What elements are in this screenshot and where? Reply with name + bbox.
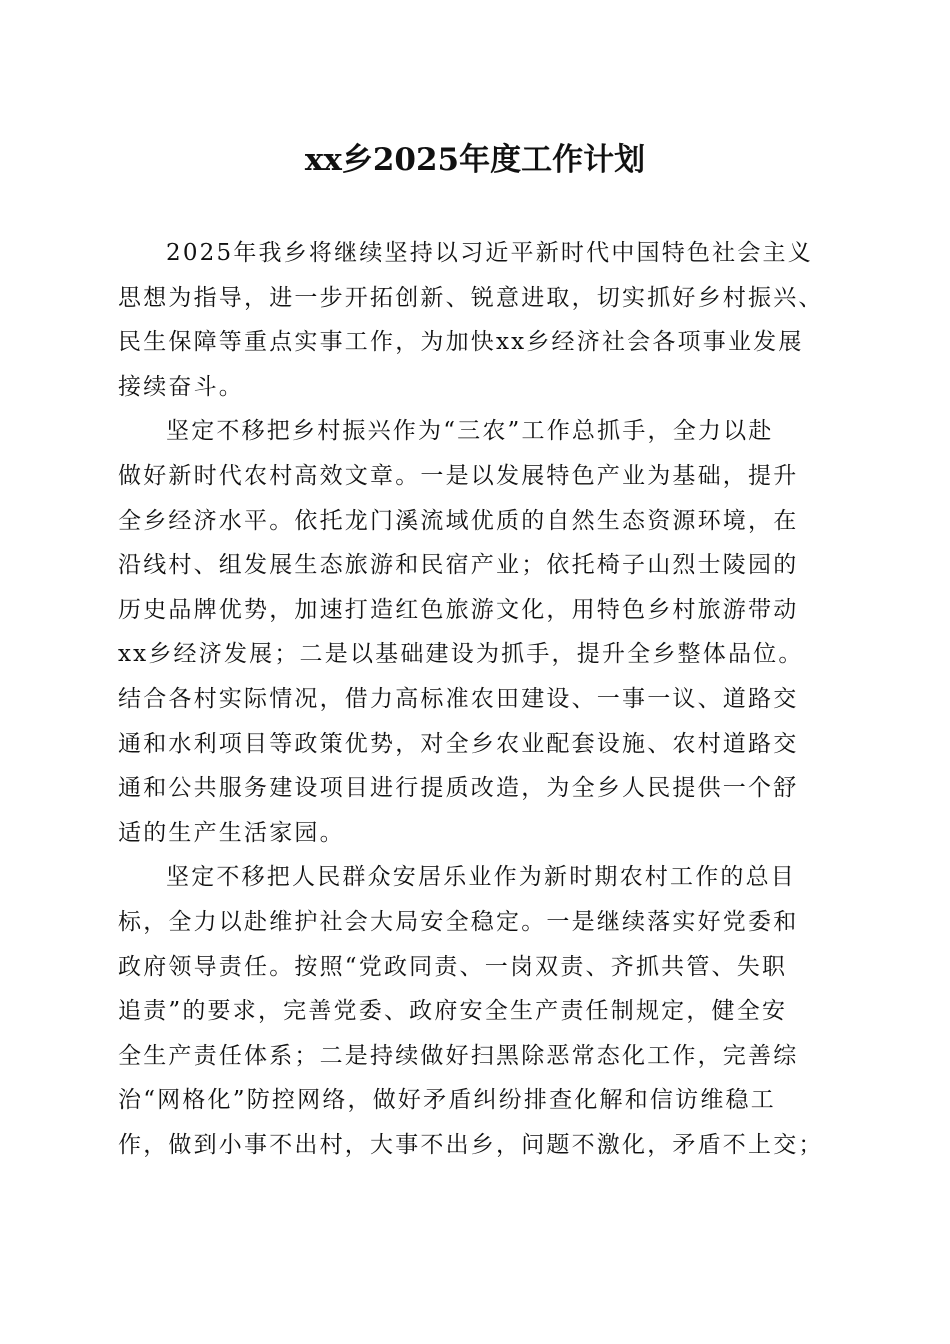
paragraph-line: 通和水利项目等政策优势，对全乡农业配套设施、农村道路交 xyxy=(118,730,799,757)
paragraph-line: 适的生产生活家园。 xyxy=(118,819,345,846)
paragraph-1 xyxy=(118,231,836,409)
paragraph-line: 接续奋斗。 xyxy=(118,373,244,400)
paragraph-line: 民生保障等重点实事工作，为加快xx乡经济社会各项事业发展 xyxy=(118,329,804,356)
paragraph-line: 通和公共服务建设项目进行提质改造，为全乡人民提供一个舒 xyxy=(118,775,799,802)
paragraph-line: 坚定不移把乡村振兴作为“三农”工作总抓手，全力以赴 xyxy=(166,418,774,445)
paragraph-line: 追责”的要求，完善党委、政府安全生产责任制规定，健全安 xyxy=(118,998,788,1025)
document-title: xx乡2025年度工作计划 xyxy=(304,142,646,178)
paragraph-line: 治“网格化”防控网络，做好矛盾纠纷排查化解和信访维稳工 xyxy=(118,1087,776,1114)
paragraph-2 xyxy=(118,409,836,855)
paragraph-line: 坚定不移把人民群众安居乐业作为新时期农村工作的总目 xyxy=(166,864,796,891)
paragraph-line: xx乡经济发展；二是以基础建设为抓手，提升全乡整体品位。 xyxy=(118,641,804,668)
paragraph-line: 标，全力以赴维护社会大局安全稳定。一是继续落实好党委和 xyxy=(118,908,799,935)
paragraph-line: 作，做到小事不出村，大事不出乡，问题不激化，矛盾不上交； xyxy=(118,1131,824,1158)
paragraph-line: 历史品牌优势，加速打造红色旅游文化，用特色乡村旅游带动 xyxy=(118,596,799,623)
paragraph-line: 2025年我乡将继续坚持以习近平新时代中国特色社会主义 xyxy=(166,240,813,266)
paragraph-line: 政府领导责任。按照“党政同责、一岗双责、齐抓共管、失职 xyxy=(118,953,788,980)
paragraph-line: 全乡经济水平。依托龙门溪流域优质的自然生态资源环境，在 xyxy=(118,507,799,534)
paragraph-line: 做好新时代农村高效文章。一是以发展特色产业为基础，提升 xyxy=(118,462,799,489)
paragraph-3 xyxy=(118,855,836,1167)
paragraph-line: 思想为指导，进一步开拓创新、锐意进取，切实抓好乡村振兴、 xyxy=(118,284,824,311)
paragraph-line: 沿线村、组发展生态旅游和民宿产业；依托椅子山烈士陵园的 xyxy=(118,552,799,579)
paragraph-line: 结合各村实际情况，借力高标准农田建设、一事一议、道路交 xyxy=(118,685,799,712)
document-body xyxy=(118,231,836,1167)
paragraph-line: 全生产责任体系；二是持续做好扫黑除恶常态化工作，完善综 xyxy=(118,1042,799,1069)
